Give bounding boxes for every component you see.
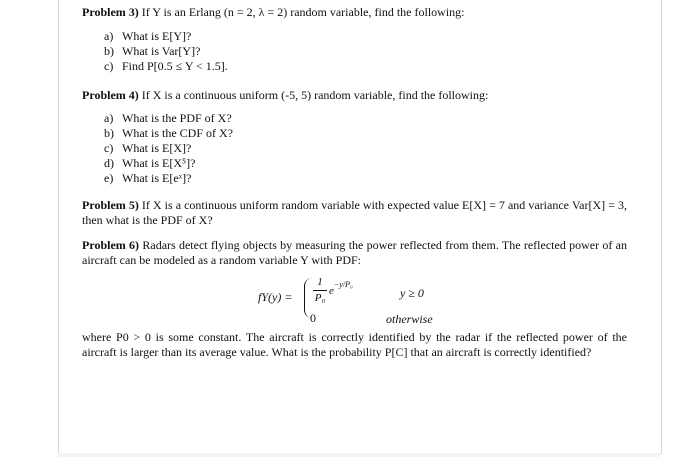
pdf-exponential: $e^{-y/P_0}$	[329, 280, 353, 297]
pdf-zero: 0	[310, 311, 316, 325]
list-item: a) What is the PDF of X?	[104, 111, 232, 125]
list-item: a) What is E[Y]?	[104, 29, 192, 43]
problem-3-heading	[82, 5, 627, 20]
problem-6-text: Radars detect flying objects by measuring the power reflected from them. The reflected power of an aircraft can be modeled as a random variable Y with PDF:	[82, 238, 628, 267]
problem-4-label: Problem 4)	[82, 88, 139, 102]
problem-3-list	[82, 29, 627, 74]
problem-3-text: If Y is an Erlang (n = 2, λ = 2) random variable, find the following:	[141, 5, 465, 19]
pdf-condition-1: y ≥ 0	[400, 286, 424, 300]
problem-3-label: Problem 3)	[82, 5, 139, 19]
problem-4-text: If X is a continuous uniform (-5, 5) random variable, find the following:	[141, 88, 489, 102]
list-item: e) What is E[eˣ]?	[104, 171, 192, 185]
problem-6-followup: where P0 > 0 is some constant. The aircraft is correctly identified by the radar if the reflected power of the aircraft is larger than its average value. What is the probability P[C] that an aircraft is correctly identified?	[82, 330, 627, 359]
pdf-condition-2: otherwise	[386, 312, 433, 326]
pdf-lhs: fY(y) =	[258, 290, 293, 304]
problem-5-heading	[82, 198, 627, 228]
pdf-fraction: 1 P₀	[314, 276, 326, 304]
problem-6-heading	[82, 238, 627, 268]
problem-content	[82, 0, 627, 360]
problem-5-text: If X is a continuous uniform random variable with expected value E[X] = 7 and variance Var[X] = 3, then what is the PDF of X?	[82, 198, 628, 227]
list-item: d) What is E[X⁵]?	[104, 156, 196, 170]
page-bottom-edge	[58, 453, 660, 457]
list-item: b) What is Var[Y]?	[104, 44, 201, 58]
list-item: c) Find P[0.5 ≤ Y < 1.5].	[104, 59, 228, 73]
problem-5-label: Problem 5)	[82, 198, 139, 212]
list-item: c) What is E[X]?	[104, 141, 192, 155]
list-item: b) What is the CDF of X?	[104, 126, 233, 140]
problem-4-heading	[82, 88, 627, 103]
problem-4-list	[82, 111, 627, 186]
problem-6-label: Problem 6)	[82, 238, 140, 252]
pdf-equation	[82, 268, 627, 330]
